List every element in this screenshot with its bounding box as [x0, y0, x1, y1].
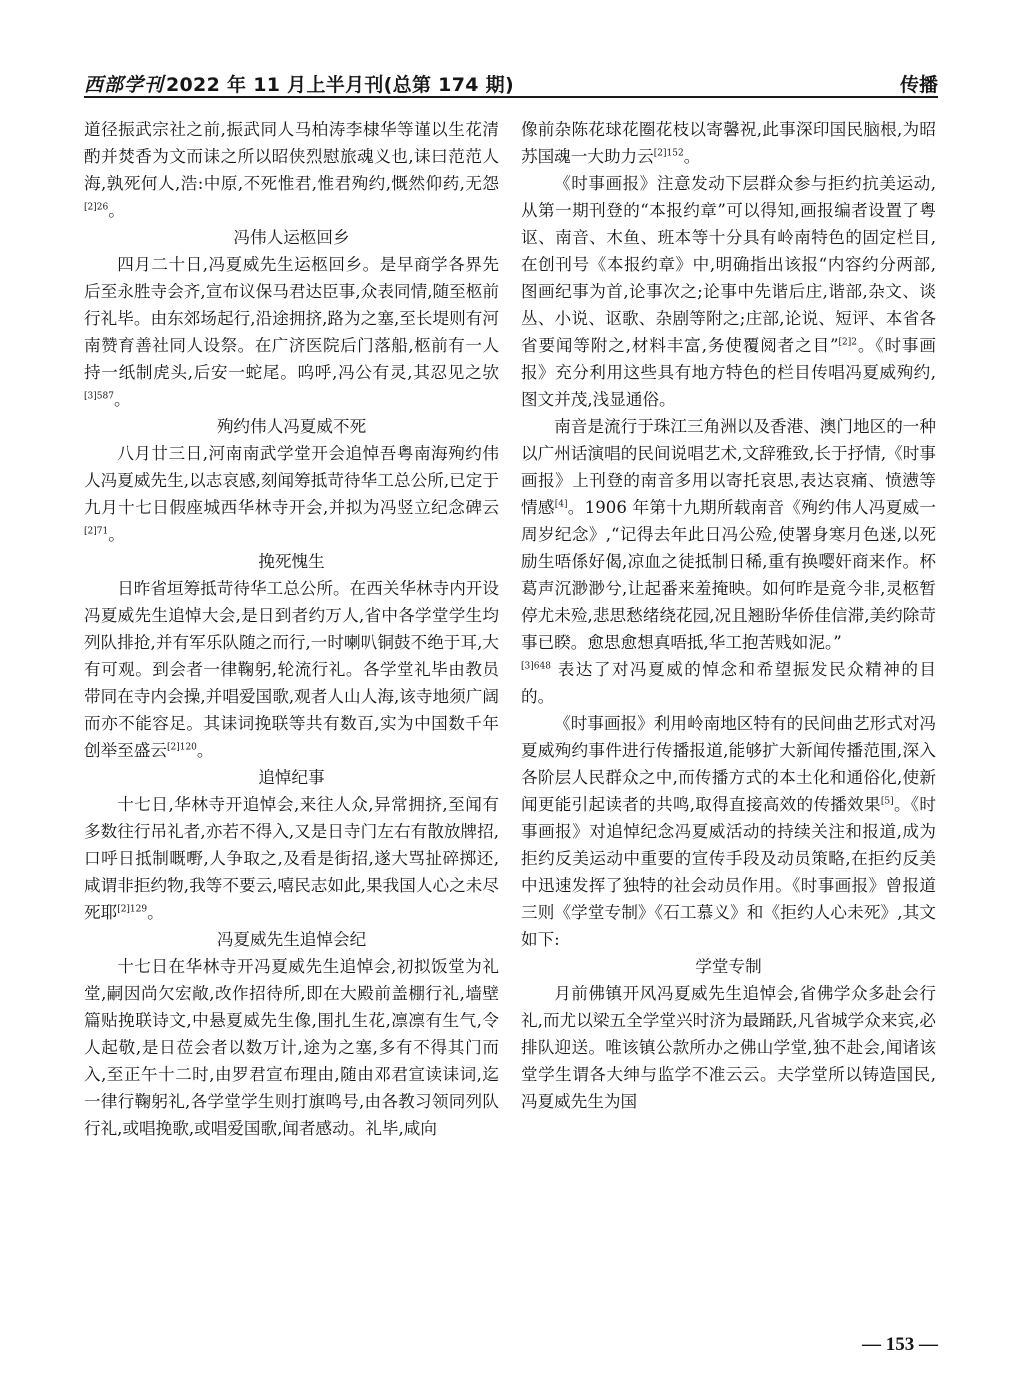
paragraph — [521, 116, 936, 170]
paragraph-text: 冯伟人运柩回乡 — [233, 228, 350, 247]
paragraph-text: 追悼纪事 — [258, 768, 325, 787]
subheading — [84, 764, 499, 791]
section-name: 传播 — [899, 74, 938, 96]
citation-marker: [4] — [554, 499, 568, 510]
issue-info: 2022 年 11 月上半月刊(总第 174 期) — [166, 74, 514, 96]
citation-marker: [2]129 — [117, 904, 148, 915]
paragraph — [521, 170, 936, 413]
paragraph-text: 十七日在华林寺开冯夏威先生追悼会,初拟饭堂为礼堂,嗣因尚欠宏敞,改作招待所,即在大殿前盖棚行礼,墙壁篇贴挽联诗文,中悬夏威先生像,围扎生花,凛凛有生气,令人起敬,是日莅会者以数万计,途为之塞,多有不得其门而入,至正午十二时,由罗君宣布理由,随由邓君宣读诔词,迄一律行鞠躬礼,各学堂学生则打旗鸣号,由各教习领同列队行礼,或唱挽歌,或唱爱国歌,闻者感动。礼毕,咸向 — [84, 957, 499, 1138]
subheading — [84, 926, 499, 953]
citation-marker: [3]648 — [521, 661, 551, 672]
paragraph-text: 殉约伟人冯夏威不死 — [216, 417, 367, 436]
paragraph-text: 学堂专制 — [695, 957, 762, 976]
paragraph-text-tail: 。《时事画报》对追悼纪念冯夏威活动的持续关注和报道,成为拒约反美运动中重要的宣传手段及动员策略,在拒约反美中迅速发挥了独特的社会动员作用。《时事画报》曾报道三则《学堂专制》《石工慕义》和《拒约人心未死》,其文如下: — [521, 795, 936, 949]
citation-marker: [2]71 — [84, 526, 109, 537]
paragraph-text-tail: 。 — [108, 525, 125, 544]
paragraph-text: 冯夏威先生追悼会纪 — [216, 930, 367, 949]
paragraph-text: 挽死愧生 — [258, 552, 325, 571]
paragraph-text: 月前佛镇开风冯夏威先生追悼会,省佛学众多赴会行礼,而尤以梁五全学堂兴时济为最踊跃,凡省城学众来宾,必排队迎送。唯该镇公款所办之佛山学堂,独不赴会,闻诸该堂学生谓各大绅与监学不准云云。夫学堂所以铸造国民,冯夏威先生为国 — [521, 984, 936, 1111]
header-rule — [84, 96, 938, 98]
citation-marker: [2]152 — [653, 148, 684, 159]
subheading — [521, 953, 936, 980]
paragraph — [84, 953, 499, 1142]
subheading — [84, 548, 499, 575]
paragraph — [84, 575, 499, 764]
paragraph — [84, 251, 499, 413]
paragraph-text-tail: 。 — [147, 903, 164, 922]
paragraph-text-tail: 。 — [113, 390, 131, 409]
journal-info — [84, 70, 514, 97]
paragraph — [84, 440, 499, 548]
paragraph-text-tail: 。 — [683, 147, 701, 166]
paragraph-text: 四月二十日,冯夏威先生运柩回乡。是早商学各界先后至永胜寺会齐,宣布议保马君达臣事,众表同情,随至柩前行礼毕。由东郊场起行,沿途拥挤,路为之塞,至长堤则有河南赞育善社同人设祭。在广济医院后门落船,柩前有一人持一纸制虎头,后安一蛇尾。呜呼,冯公有灵,其忍见之欤 — [84, 255, 499, 382]
subheading — [84, 413, 499, 440]
paragraph — [521, 413, 936, 656]
paragraph-text-tail: 表达了对冯夏威的悼念和希望振发民众精神的目的。 — [521, 660, 936, 706]
paragraph-text: 八月廿三日,河南南武学堂开会追悼吾粤南海殉约伟人冯夏威先生,以志哀感,刻闻筹抵苛待华工总公所,已定于九月十七日假座城西华林寺开会,并拟为冯竖立纪念碑云 — [84, 444, 499, 517]
citation-marker: [2]26 — [84, 202, 109, 213]
citation-marker: [5] — [880, 796, 894, 807]
paragraph — [521, 980, 936, 1115]
right-column — [521, 116, 936, 1115]
citation-marker: [2]2 — [838, 337, 857, 348]
paragraph-text: 日昨省垣筹抵苛待华工总公所。在西关华林寺内开设冯夏威先生追悼大会,是日到者约万人,省中各学堂学生均列队排抢,并有军乐队随之而行,一时喇叭铜鼓不绝于耳,大有可观。到会者一律鞠躬,轮流行礼。各学堂礼毕由教员带同在寺内会操,并唱爱国歌,观者人山人海,该寺地须广阔而亦不能容足。其诔词挽联等共有数百,实为中国数千年创举至盛云 — [84, 579, 499, 760]
paragraph-text-tail: 。 — [108, 201, 125, 220]
paragraph — [84, 116, 499, 224]
paragraph-text-tail: 。《时事画报》充分利用这些具有地方特色的栏目传唱冯夏威殉约,图文并茂,浅显通俗。 — [521, 336, 936, 409]
page-number: — 153 — — [862, 1334, 938, 1355]
citation-marker: [3]587 — [84, 391, 114, 402]
paragraph-text: 南音是流行于珠江三角洲以及香港、澳门地区的一种以广州话演唱的民间说唱艺术,文辞雅致,长于抒情,《时事画报》上刊登的南音多用以寄托哀思,表达哀痛、愤懑等情感 — [521, 417, 936, 517]
paragraph — [521, 656, 936, 710]
citation-marker: [2]120 — [166, 742, 197, 753]
paragraph-text: 《时事画报》注意发动下层群众参与拒约抗美运动,从第一期刊登的“本报约章”可以得知,画报编者设置了粤讴、南音、木鱼、班本等十分具有岭南特色的固定栏目,在创刊号《本报约章》中,明确指出该报“内容约分两部,图画纪事为首,论事次之;论事中先谐后庄,谐部,杂文、谈丛、小说、讴歌、杂剧等附之;庄部,论说、短评、本省各省要闻等附之,材料丰富,务使覆阅者之目” — [521, 174, 936, 355]
paragraph-text-tail: 。 — [196, 741, 214, 760]
subheading — [84, 224, 499, 251]
paragraph-text: 《时事画报》利用岭南地区特有的民间曲艺形式对冯夏威殉约事件进行传播报道,能够扩大新闻传播范围,深入各阶层人民群众之中,而传播方式的本土化和通俗化,使新闻更能引起读者的共鸣,取得直接高效的传播效果 — [521, 714, 936, 814]
paragraph-text-tail: 。1906 年第十九期所载南音《殉约伟人冯夏威一周岁纪念》,“记得去年此日冯公殓,使署身寒月色迷,以死励生唔係好偈,凉血之徒抵制日稀,重有换嘤奸商来作。杯葛声沉渺渺兮,让起番来羞掩映。如何昨是竟今非,灵柩暂停尤未殓,悲思愁绪绕花园,况且翘盼华侨佳信滞,美约除苛事已睽。愈思愈想真唔抵,华工抱苦贱如泥。” — [521, 498, 936, 652]
paragraph — [521, 710, 936, 953]
running-header — [84, 70, 938, 100]
journal-logo: 西部学刊 — [84, 74, 165, 96]
paragraph — [84, 791, 499, 926]
paragraph-text: 道径振武宗社之前,振武同人马柏涛李棣华等谨以生花清酌并焚香为文而诔之所以昭侠烈慰旅魂义也,诔曰范范人海,孰死何人,浩:中原,不死惟君,惟君殉约,慨然仰药,无怨 — [84, 120, 499, 193]
left-column — [84, 116, 499, 1142]
paragraph-text: 像前杂陈花球花圈花枝以寄馨祝,此事深印国民脑根,为昭苏国魂一大助力云 — [521, 120, 936, 166]
paragraph-text: 十七日,华林寺开追悼会,来往人众,异常拥挤,至闻有多数往行吊礼者,亦若不得入,又是日寺门左右有散放牌招,口呼日抵制嘅嘢,人争取之,及看是街招,遂大骂扯碎掷还,咸谓非拒约物,我等不要云,嘻民志如此,果我国人心之未尽死耶 — [84, 795, 499, 922]
